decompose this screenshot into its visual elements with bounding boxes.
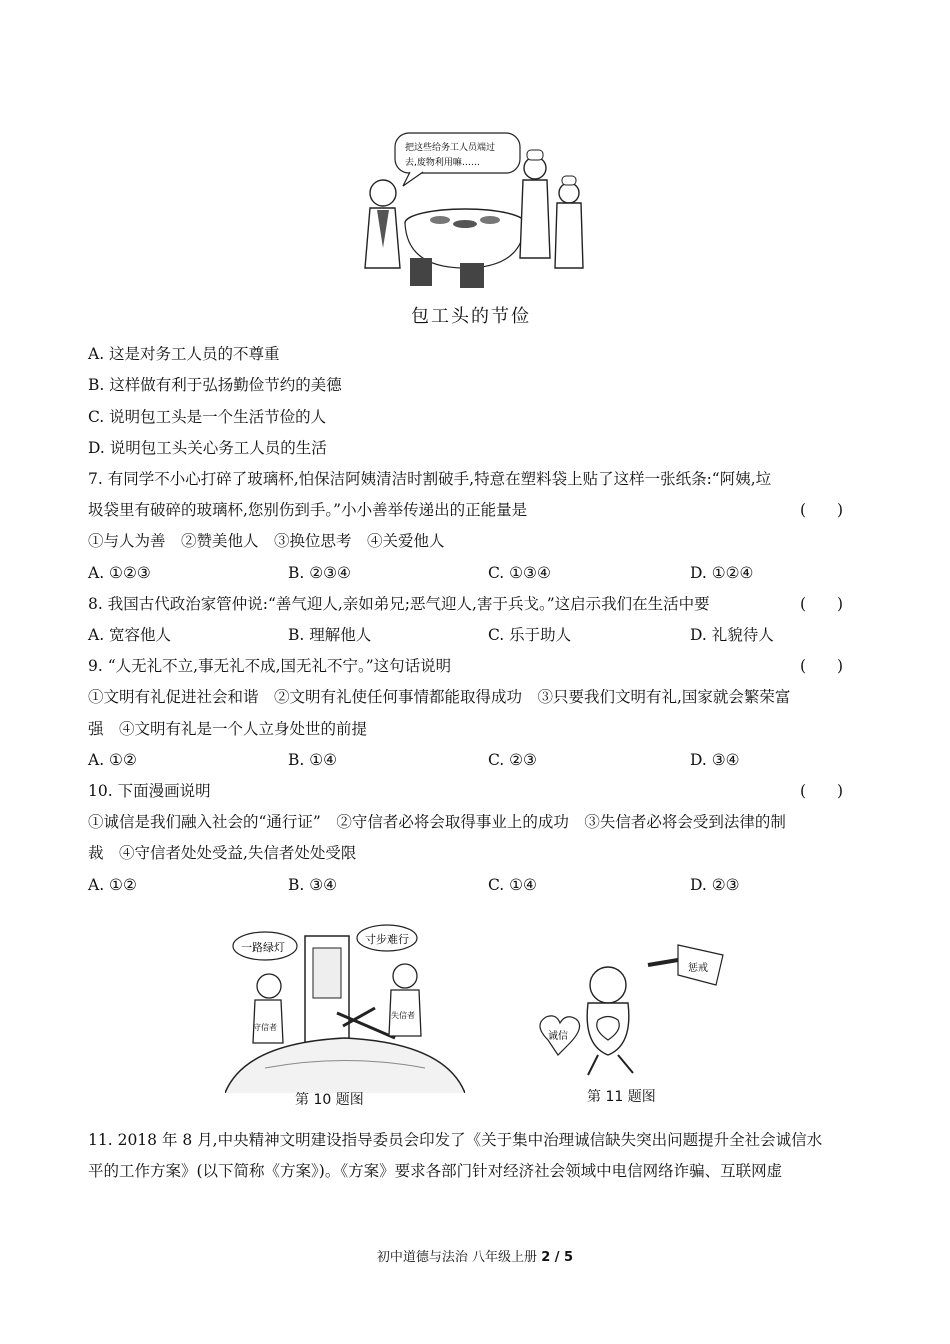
- figure-q11-cartoon: [528, 935, 728, 1080]
- q8-answer-paren: ( ): [800, 595, 844, 613]
- figure-q10-cartoon: [225, 918, 465, 1093]
- q10-option-d: D. ②③: [690, 876, 740, 894]
- q8-option-d: D. 礼貌待人: [690, 626, 774, 644]
- q9-stem: 9. “人无礼不立,事无礼不成,国无礼不宁。”这句话说明: [88, 657, 452, 675]
- q6-option-a: A. 这是对务工人员的不尊重: [88, 345, 280, 363]
- fig11-caption: 第 11 题图: [587, 1089, 656, 1105]
- fig11-heart: 诚信: [548, 1031, 568, 1042]
- q9-answer-paren: ( ): [800, 657, 844, 675]
- q10-option-c: C. ①④: [488, 876, 537, 894]
- fig11-flag: 惩戒: [688, 963, 708, 974]
- q8-stem: 8. 我国古代政治家管仲说:“善气迎人,亲如弟兄;恶气迎人,害于兵戈。”这启示我们在生活中要: [88, 595, 710, 613]
- q7-stem-line1: 7. 有同学不小心打碎了玻璃杯,怕保洁阿姨清洁时割破手,特意在塑料袋上贴了这样一张纸条:“阿姨,垃: [88, 470, 772, 488]
- q6-option-c: C. 说明包工头是一个生活节俭的人: [88, 408, 327, 426]
- q6-option-b: B. 这样做有利于弘扬勤俭节约的美德: [88, 376, 342, 394]
- q11-stem-line1: 11. 2018 年 8 月,中央精神文明建设指导委员会印发了《关于集中治理诚信缺失突出问题提升全社会诚信水: [88, 1131, 823, 1149]
- fig10-shirt-right: 失信者: [391, 1011, 415, 1020]
- q10-option-b: B. ③④: [288, 876, 338, 894]
- q9-items-line2: 强 ④文明有礼是一个人立身处世的前提: [88, 720, 368, 738]
- q10-answer-paren: ( ): [800, 782, 844, 800]
- footer-text: 初中道德与法治 八年级上册: [376, 1250, 542, 1265]
- fig10-bubble-left: 一路绿灯: [241, 941, 285, 954]
- q7-items: ①与人为善 ②赞美他人 ③换位思考 ④关爱他人: [88, 532, 445, 550]
- q10-items-line2: 裁 ④守信者处处受益,失信者处处受限: [88, 844, 357, 862]
- q9-option-c: C. ②③: [488, 751, 537, 769]
- q9-option-d: D. ③④: [690, 751, 740, 769]
- page-footer: [0, 1246, 950, 1265]
- q10-stem: 10. 下面漫画说明: [88, 782, 211, 800]
- q11-stem-line2: 平的工作方案》(以下简称《方案》)。《方案》要求各部门针对经济社会领域中电信网络诈骗、互联网虚: [88, 1162, 783, 1180]
- fig10-caption: 第 10 题图: [295, 1092, 364, 1108]
- q8-option-c: C. 乐于助人: [488, 626, 572, 644]
- page-number: 2 / 5: [541, 1250, 574, 1265]
- q7-option-a: A. ①②③: [88, 564, 151, 582]
- q8-option-b: B. 理解他人: [288, 626, 372, 644]
- fig10-shirt-left: 守信者: [253, 1023, 277, 1032]
- cartoon-caption: 包工头的节俭: [411, 306, 531, 327]
- speech-line1: 把这些给务工人员端过: [405, 143, 496, 153]
- q7-answer-paren: ( ): [800, 501, 844, 519]
- fig10-bubble-right: 寸步难行: [365, 933, 409, 946]
- q7-option-d: D. ①②④: [690, 564, 754, 582]
- cartoon-frugal-contractor: [355, 128, 595, 298]
- speech-line2: 去,废物利用嘛……: [405, 158, 480, 168]
- q7-stem-line2: 圾袋里有破碎的玻璃杯,您别伤到手。”小小善举传递出的正能量是: [88, 501, 528, 519]
- q6-option-d: D. 说明包工头关心务工人员的生活: [88, 439, 327, 457]
- q7-option-c: C. ①③④: [488, 564, 551, 582]
- q8-option-a: A. 宽容他人: [88, 626, 172, 644]
- q9-option-b: B. ①④: [288, 751, 338, 769]
- q10-items-line1: ①诚信是我们融入社会的“通行证” ②守信者必将会取得事业上的成功 ③失信者必将会受到法律的制: [88, 813, 786, 831]
- q7-option-b: B. ②③④: [288, 564, 351, 582]
- q10-option-a: A. ①②: [88, 876, 137, 894]
- q9-items-line1: ①文明有礼促进社会和谐 ②文明有礼使任何事情都能取得成功 ③只要我们文明有礼,国家就会繁荣富: [88, 688, 791, 706]
- q9-option-a: A. ①②: [88, 751, 137, 769]
